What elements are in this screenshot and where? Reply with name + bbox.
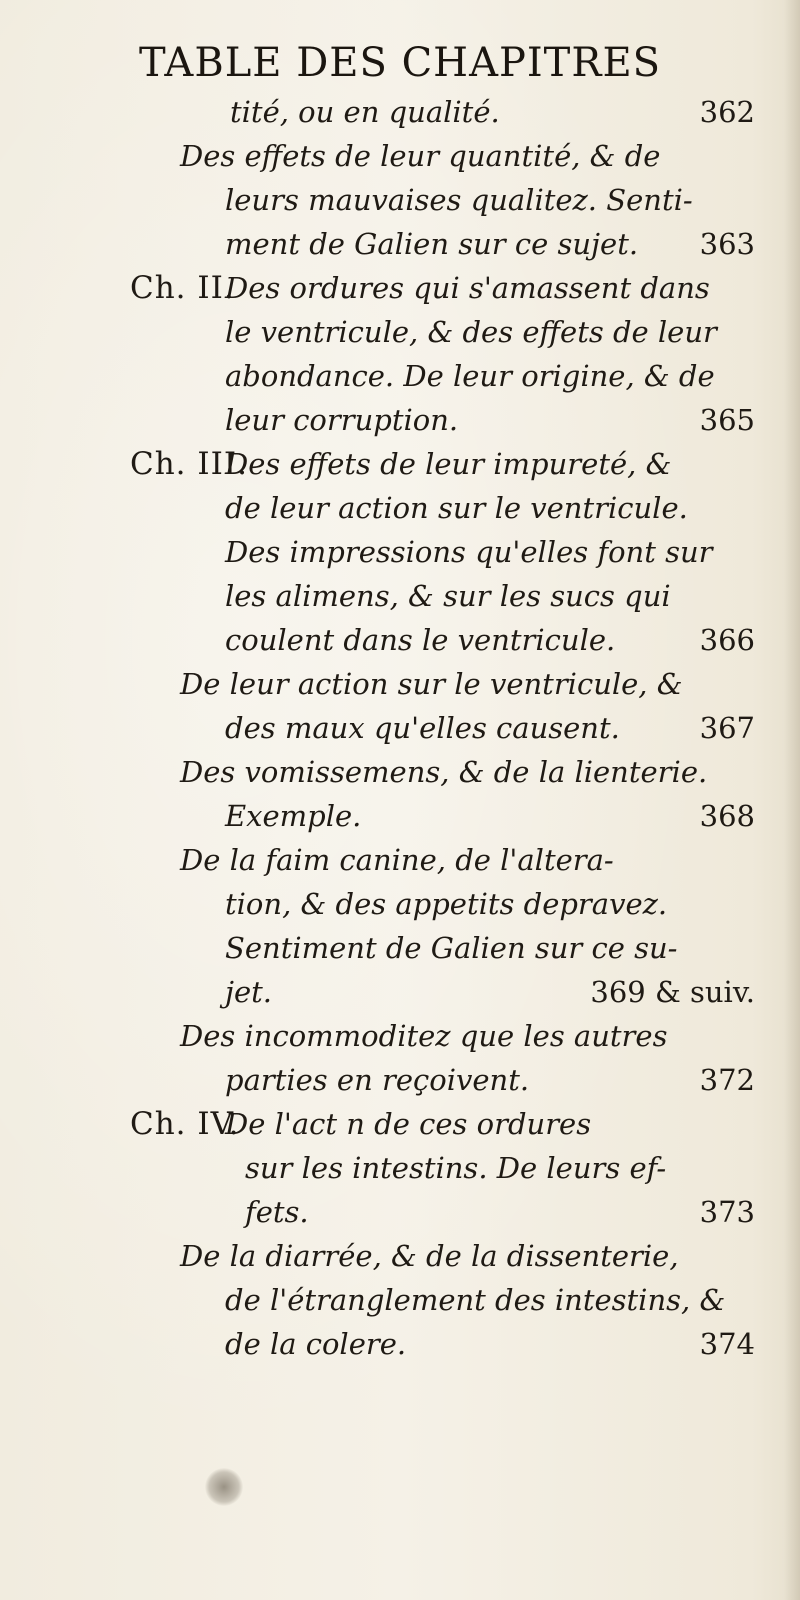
entry-line: tité, ou en qualité. [230,95,500,129]
entry-line: de leur action sur le ventricule. [225,491,688,525]
toc-entry [0,750,800,838]
page-number: 363 [699,227,755,261]
toc-entry [0,1234,800,1366]
entry-line: les alimens, & sur les sucs qui [225,579,671,613]
toc-entry [0,1102,800,1234]
entry-line: des maux qu'elles causent. [225,711,620,745]
page-number: 367 [699,711,755,745]
entry-line: parties en reçoivent. [225,1063,530,1097]
entry-line: ment de Galien sur ce sujet. [225,227,639,261]
chapter-label: Ch. II. [130,270,235,306]
toc-entry [0,134,800,266]
entry-line: tion, & des appetits depravez. [225,887,668,921]
ink-stain [205,1468,243,1506]
page-number: 374 [699,1327,755,1361]
chapter-label: Ch. III. [130,446,248,482]
toc-entry [0,1014,800,1102]
page-number: 372 [699,1063,755,1097]
page-number: 366 [699,623,755,657]
entry-line: de l'étranglement des intestins, & [225,1283,726,1317]
page-number: 373 [699,1195,755,1229]
entry-line: leur corruption. [225,403,459,437]
toc-entry [0,838,800,1014]
entry-line: fets. [245,1195,309,1229]
entry-line: Exemple. [225,799,362,833]
entry-line: leurs mauvaises qualitez. Senti- [225,183,693,217]
entry-line: coulent dans le ventricule. [225,623,616,657]
entry-line: de la colere. [225,1327,407,1361]
entry-line: Des ordures qui s'amassent dans [225,271,710,305]
entry-line: De la faim canine, de l'altera- [180,843,614,877]
toc-entry [0,442,800,662]
page-number: 368 [699,799,755,833]
entry-line: jet. [225,975,273,1009]
toc-entry [0,90,800,134]
entry-line: Des vomissemens, & de la lienterie. [180,755,708,789]
entry-line: De la diarrée, & de la dissenterie, [180,1239,679,1273]
entry-line: abondance. De leur origine, & de [225,359,715,393]
entry-line: Des effets de leur impureté, & [225,447,672,481]
table-of-contents [0,90,800,1366]
entry-line: Des incommoditez que les autres [180,1019,668,1053]
page-number: 362 [699,95,755,129]
entry-line: Des effets de leur quantité, & de [180,139,661,173]
running-head: TABLE DES CHAPITRES [138,40,662,86]
entry-line: De leur action sur le ventricule, & [180,667,683,701]
entry-line: Sentiment de Galien sur ce su- [225,931,678,965]
page-number: 369 & suiv. [590,975,755,1009]
entry-line: sur les intestins. De leurs ef- [245,1151,667,1185]
toc-entry [0,662,800,750]
entry-line: le ventricule, & des effets de leur [225,315,717,349]
entry-line: De l'act n de ces ordures [225,1107,592,1141]
chapter-label: Ch. IV. [130,1106,240,1142]
page-number: 365 [699,403,755,437]
entry-line: Des impressions qu'elles font sur [225,535,713,569]
toc-entry [0,266,800,442]
